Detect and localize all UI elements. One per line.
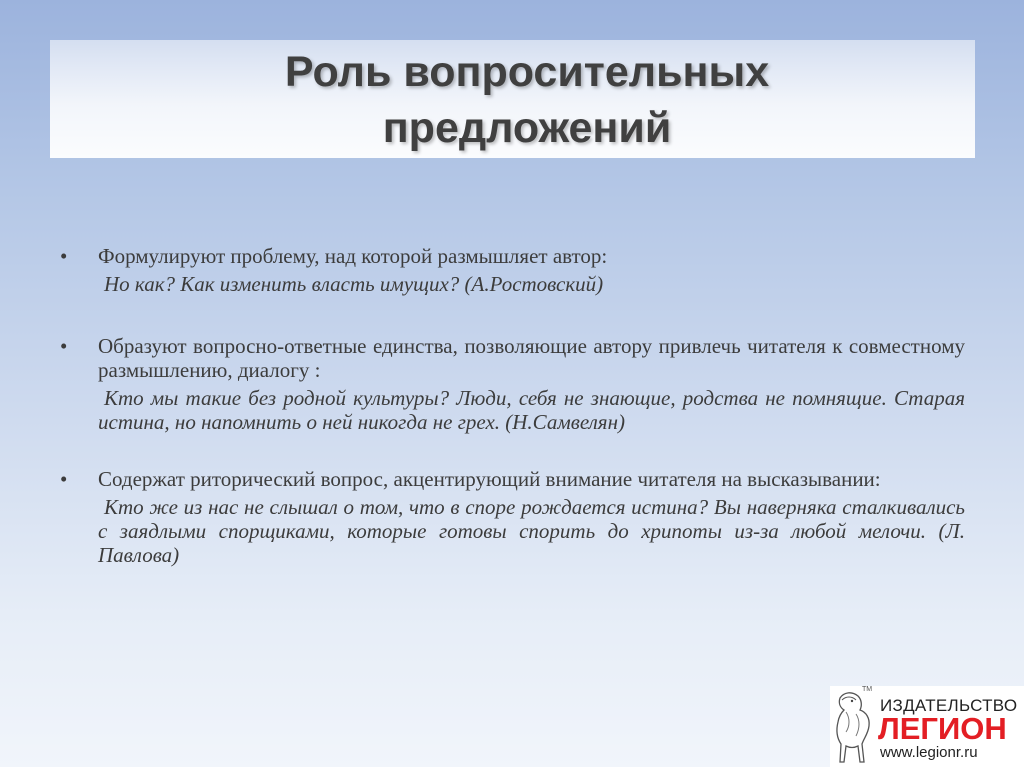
slide-title-line-2: предложений [382,104,672,152]
bullet-marker: • [60,244,68,268]
bullet-marker: • [60,467,68,491]
slide-content [60,244,965,567]
bullet-example-quote: Кто же из нас не слышал о том, что в споре рождается истина? Вы наверняка сталкивались с заядлыми спорщиками, которые готовы спорить до хрипоты из-за любой мелочи. (Л. Павлова) [98,495,965,567]
bullet-marker: • [60,334,68,358]
bullet-lead-text: Содержат риторический вопрос, акцентирующий внимание читателя на высказывании: [98,467,881,491]
publisher-logo [830,686,1024,767]
bullet-item-2 [60,334,965,434]
bullet-example-quote: Кто мы такие без родной культуры? Люди, себя не знающие, родства не помнящие. Старая истина, но напомнить о ней никогда не грех. (Н.Самвелян) [98,386,965,434]
bullet-lead-text: Образуют вопросно-ответные единства, позволяющие автору привлечь читателя к совместному размышлению, диалогу : [98,334,965,382]
horse-icon [832,688,876,766]
bullet-lead-text: Формулируют проблему, над которой размышляет автор: [98,244,608,268]
bullet-item-3 [60,467,965,567]
bullet-example-quote: Но как? Как изменить власть имущих? (А.Ростовский) [104,272,604,296]
logo-publisher-text: ИЗДАТЕЛЬСТВО [880,696,1018,715]
trademark-symbol: TM [862,686,873,693]
logo-website-url: www.legionr.ru [880,744,978,761]
slide-title-line-1: Роль вопросительных [284,48,770,96]
slide-title [0,44,1024,156]
bullet-item-1 [60,244,965,296]
logo-brand-name: ЛЕГИОН [878,711,1007,746]
